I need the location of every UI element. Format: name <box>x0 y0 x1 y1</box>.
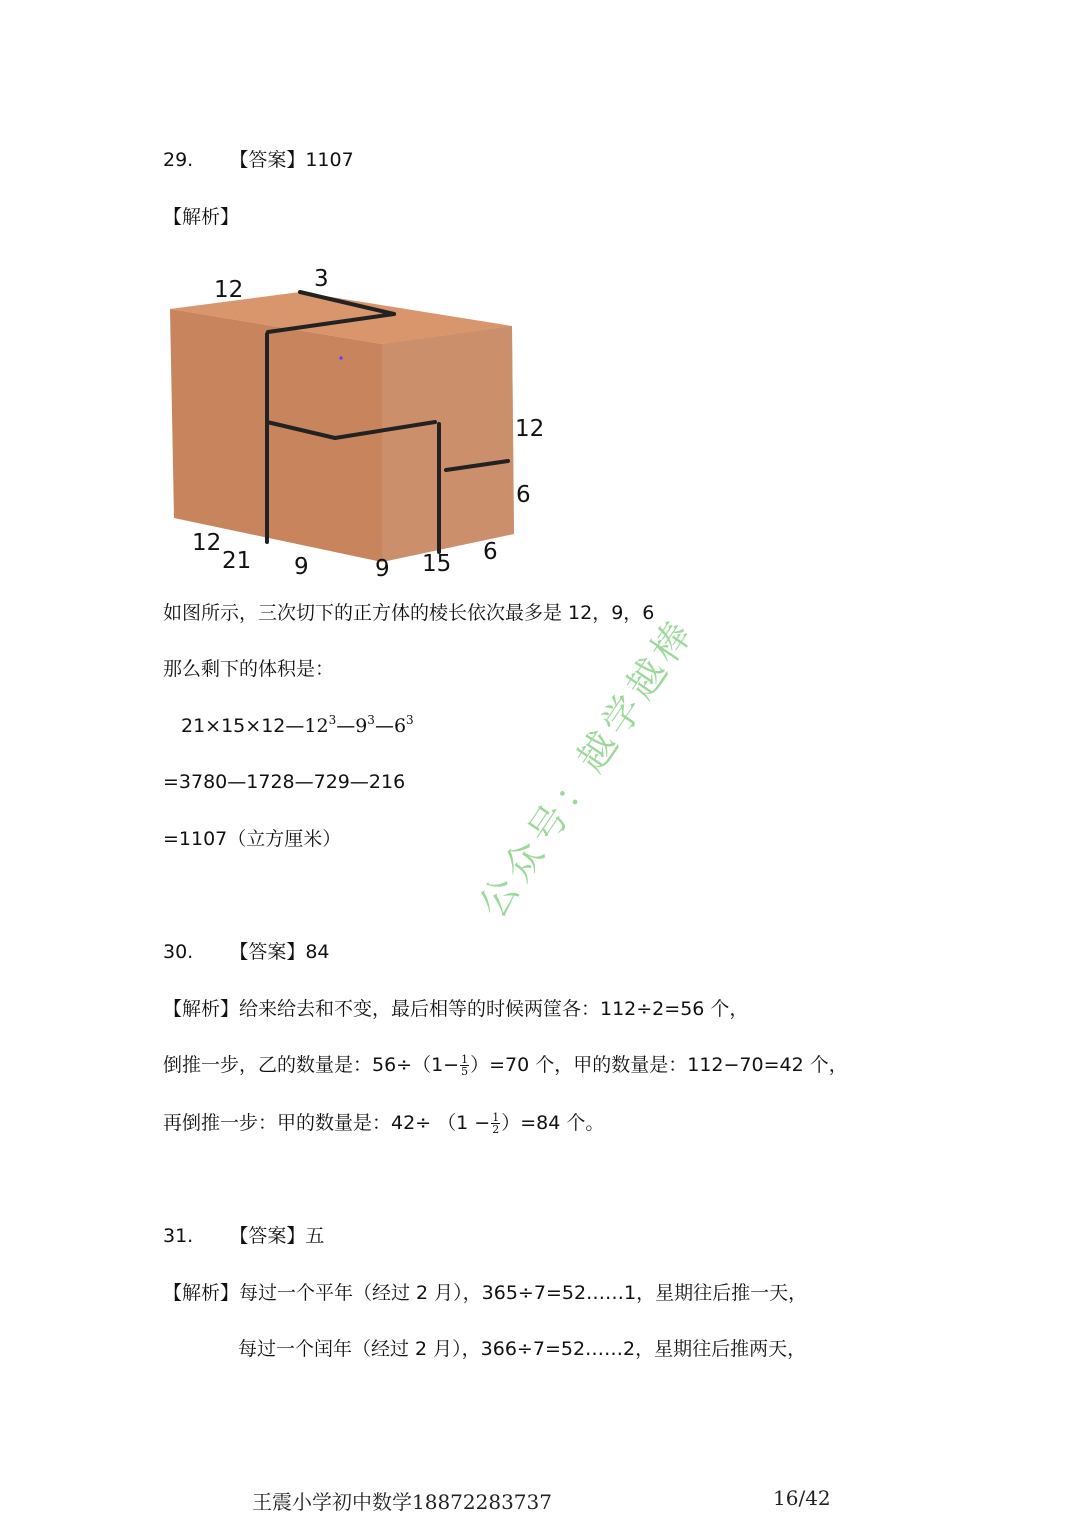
q29-analysis-label: 【解析】 <box>163 206 240 228</box>
q30-line1: 【解析】给来给去和不变，最后相等的时候两筐各：112÷2=56 个， <box>163 998 749 1020</box>
q29-number: 29. <box>163 149 194 171</box>
label-bottom-15: 15 <box>422 551 452 577</box>
q30-line3: 再倒推一步：甲的数量是：42÷ （1 − $\frac{1}{2}$ ）=84 个。 <box>163 1111 605 1136</box>
label-bottom-6: 6 <box>483 539 498 565</box>
q30-number: 30. <box>163 941 194 963</box>
q31-number: 31. <box>163 1225 194 1247</box>
q29-header <box>163 148 354 172</box>
label-right-12: 12 <box>515 416 545 442</box>
q31-line2: 每过一个闰年（经过 2 月），366÷7=52……2，星期往后推两天， <box>238 1338 807 1360</box>
q29-line2: 那么剩下的体积是： <box>163 658 335 680</box>
label-bottom-9a: 9 <box>294 554 309 580</box>
page-number: 16/42 <box>773 1486 831 1510</box>
q31-answer: 【答案】五 <box>229 1225 325 1247</box>
q30-answer: 【答案】84 <box>229 941 330 963</box>
q30-header <box>163 940 330 964</box>
q29-line5: =1107（立方厘米） <box>163 828 342 850</box>
label-top-left-12: 12 <box>214 277 244 303</box>
label-left-21: 21 <box>222 548 252 574</box>
q29-line1: 如图所示，三次切下的正方体的棱长依次最多是 12，9，6 <box>163 602 655 624</box>
q29-answer: 【答案】1107 <box>229 149 354 171</box>
q31-line1: 【解析】每过一个平年（经过 2 月），365÷7=52……1，星期往后推一天， <box>163 1282 808 1304</box>
q29-line4: =3780—1728—729—216 <box>163 771 406 793</box>
footer-left: 王震小学初中数学18872283737 <box>252 1490 552 1514</box>
fraction-one-half: $\frac{1}{2}$ <box>492 1111 500 1136</box>
label-top-3: 3 <box>314 266 329 292</box>
watermark: 公众号：越学越棒 <box>470 609 704 926</box>
label-left-12: 12 <box>192 530 222 556</box>
q31-header <box>163 1224 324 1248</box>
cut-cube-figure <box>150 262 550 582</box>
label-bottom-9b: 9 <box>375 556 390 582</box>
q29-formula: $21\times 15\times 12—12^3—9^3—6^3$ <box>181 713 414 737</box>
fraction-one-fifth: $\frac{1}{5}$ <box>461 1053 469 1078</box>
q30-line2: 倒推一步，乙的数量是：56÷（1− $\frac{1}{5}$ ）=70 个，甲的数量是：112−70=42 个， <box>163 1053 848 1078</box>
label-right-6: 6 <box>516 482 531 508</box>
